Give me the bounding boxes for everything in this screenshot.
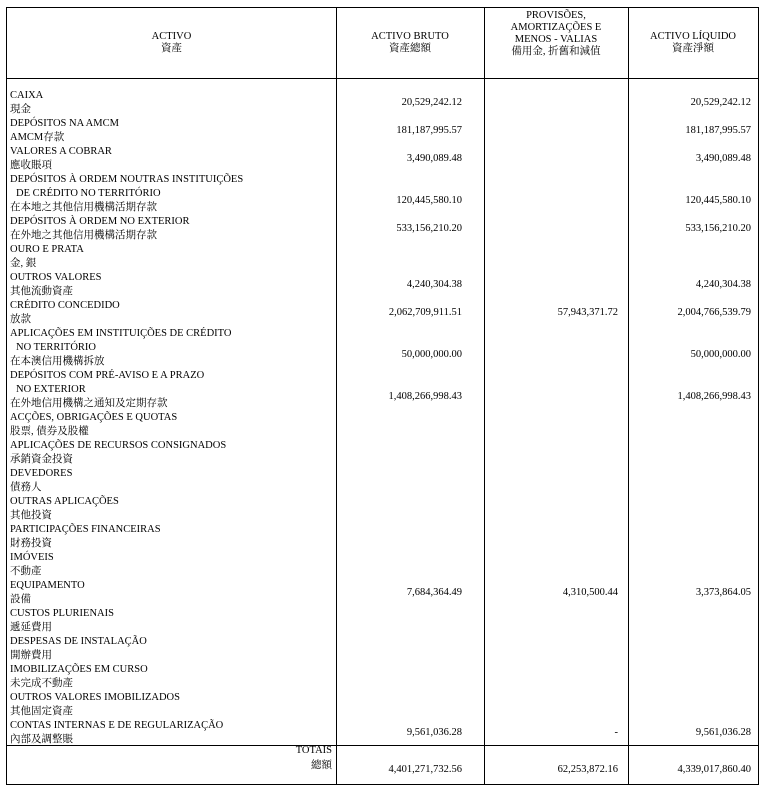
row-label-zh: 在外地之其他信用機構活期存款 bbox=[10, 230, 157, 241]
row-label-pt: OUTRAS APLICAÇÕES bbox=[10, 496, 119, 507]
row-value-liquido: 120,445,580.10 bbox=[685, 195, 751, 206]
row-label-pt: IMÓVEIS bbox=[10, 552, 54, 563]
row-value-bruto: 9,561,036.28 bbox=[406, 727, 462, 738]
row-label-pt: DEPÓSITOS À ORDEM NO EXTERIOR bbox=[10, 216, 190, 227]
row-label-pt: APLICAÇÕES DE RECURSOS CONSIGNADOS bbox=[10, 440, 227, 451]
row-value-liquido: 3,373,864.05 bbox=[695, 587, 751, 598]
row-label-zh: 其他固定資產 bbox=[10, 706, 73, 717]
row-label-zh: 債務人 bbox=[10, 482, 42, 493]
row-value-bruto: 50,000,000.00 bbox=[401, 349, 462, 360]
row-label-zh: 放款 bbox=[10, 314, 31, 325]
row-value-bruto: 1,408,266,998.43 bbox=[388, 391, 462, 402]
totals-label-pt: TOTAIS bbox=[295, 745, 332, 756]
row-value-liquido: 4,240,304.38 bbox=[695, 279, 751, 290]
header-activo-liquido: ACTIVO LÍQUIDO 資產淨額 bbox=[649, 31, 737, 54]
row-label-pt: DEVEDORES bbox=[10, 468, 73, 479]
row-label-pt: OURO E PRATA bbox=[10, 244, 84, 255]
row-label-zh: 金, 銀 bbox=[10, 258, 37, 269]
row-label-zh: 其他投資 bbox=[10, 510, 52, 521]
row-value-bruto: 533,156,210.20 bbox=[396, 223, 462, 234]
row-value-liquido: 181,187,995.57 bbox=[685, 125, 751, 136]
row-label-zh: 現金 bbox=[10, 104, 31, 115]
row-value-provisoes: 57,943,371.72 bbox=[557, 307, 618, 318]
row-label-zh: 不動產 bbox=[10, 566, 42, 577]
totals-label-zh: 總額 bbox=[311, 760, 332, 771]
row-value-provisoes: 4,310,500.44 bbox=[562, 587, 618, 598]
row-label-zh: 開辦費用 bbox=[10, 650, 52, 661]
row-label-pt: DEPÓSITOS À ORDEM NOUTRAS INSTITUIÇÕES bbox=[10, 174, 244, 185]
total-liquido: 4,339,017,860.40 bbox=[677, 764, 751, 775]
row-value-liquido: 1,408,266,998.43 bbox=[677, 391, 751, 402]
row-label-pt: IMOBILIZAÇÕES EM CURSO bbox=[10, 664, 148, 675]
row-label-zh: 股票, 債券及股權 bbox=[10, 426, 89, 437]
total-bruto: 4,401,271,732.56 bbox=[388, 764, 462, 775]
row-value-liquido: 50,000,000.00 bbox=[690, 349, 751, 360]
row-label-pt: ACÇÕES, OBRIGAÇÕES E QUOTAS bbox=[10, 412, 178, 423]
row-value-bruto: 4,240,304.38 bbox=[406, 279, 462, 290]
column-divider bbox=[484, 8, 485, 784]
row-label-pt: CRÉDITO CONCEDIDO bbox=[10, 300, 120, 311]
row-label-pt: OUTROS VALORES bbox=[10, 272, 102, 283]
row-label-zh: 承銷資金投資 bbox=[10, 454, 73, 465]
row-label-zh: 應收賬項 bbox=[10, 160, 52, 171]
total-provisoes: 62,253,872.16 bbox=[557, 764, 618, 775]
row-label-zh: 內部及調整賬 bbox=[10, 734, 73, 745]
row-value-bruto: 20,529,242.12 bbox=[401, 97, 462, 108]
row-label-pt: DESPESAS DE INSTALAÇÃO bbox=[10, 636, 147, 647]
column-divider bbox=[336, 8, 337, 784]
row-label-zh: 遞延費用 bbox=[10, 622, 52, 633]
totals-divider bbox=[7, 745, 758, 746]
row-label-pt-continued: NO EXTERIOR bbox=[16, 384, 86, 395]
row-value-bruto: 7,684,364.49 bbox=[406, 587, 462, 598]
header-divider bbox=[7, 78, 758, 79]
row-label-pt: DEPÓSITOS COM PRÉ-AVISO E A PRAZO bbox=[10, 370, 205, 381]
row-value-liquido: 3,490,089.48 bbox=[695, 153, 751, 164]
row-value-liquido: 9,561,036.28 bbox=[695, 727, 751, 738]
header-provisoes: PROVISÕES, AMORTIZAÇÕES E MENOS - VALIAS 備用金, 折舊和減值 bbox=[510, 10, 602, 57]
row-label-pt: OUTROS VALORES IMOBILIZADOS bbox=[10, 692, 180, 703]
row-label-zh: 在本地之其他信用機構活期存款 bbox=[10, 202, 157, 213]
row-label-pt: CUSTOS PLURIENAIS bbox=[10, 608, 114, 619]
row-label-zh: AMCM存款 bbox=[10, 132, 65, 143]
row-label-zh: 財務投資 bbox=[10, 538, 52, 549]
row-label-zh: 其他流動資產 bbox=[10, 286, 73, 297]
row-value-liquido: 2,004,766,539.79 bbox=[677, 307, 751, 318]
row-label-pt: CAIXA bbox=[10, 90, 44, 101]
row-label-pt: VALORES A COBRAR bbox=[10, 146, 112, 157]
row-value-provisoes: - bbox=[614, 727, 618, 738]
balance-sheet-table bbox=[6, 7, 759, 785]
row-value-liquido: 533,156,210.20 bbox=[685, 223, 751, 234]
row-value-bruto: 3,490,089.48 bbox=[406, 153, 462, 164]
column-divider bbox=[628, 8, 629, 784]
row-label-zh: 未完成不動產 bbox=[10, 678, 73, 689]
row-label-pt: CONTAS INTERNAS E DE REGULARIZAÇÃO bbox=[10, 720, 224, 731]
row-label-zh: 在外地信用機構之通知及定期存款 bbox=[10, 398, 168, 409]
row-label-pt-continued: DE CRÉDITO NO TERRITÓRIO bbox=[16, 188, 161, 199]
row-label-pt-continued: NO TERRITÓRIO bbox=[16, 342, 97, 353]
row-label-zh: 在本澳信用機構拆放 bbox=[10, 356, 105, 367]
row-value-bruto: 181,187,995.57 bbox=[396, 125, 462, 136]
header-activo: ACTIVO 資產 bbox=[151, 31, 192, 54]
row-label-pt: DEPÓSITOS NA AMCM bbox=[10, 118, 119, 129]
row-value-bruto: 120,445,580.10 bbox=[396, 195, 462, 206]
row-label-zh: 設備 bbox=[10, 594, 31, 605]
row-label-pt: EQUIPAMENTO bbox=[10, 580, 85, 591]
header-activo-bruto: ACTIVO BRUTO 資產總額 bbox=[371, 31, 449, 54]
row-value-bruto: 2,062,709,911.51 bbox=[388, 307, 462, 318]
row-label-pt: PARTICIPAÇÕES FINANCEIRAS bbox=[10, 524, 161, 535]
row-label-pt: APLICAÇÕES EM INSTITUIÇÕES DE CRÉDITO bbox=[10, 328, 232, 339]
row-value-liquido: 20,529,242.12 bbox=[690, 97, 751, 108]
